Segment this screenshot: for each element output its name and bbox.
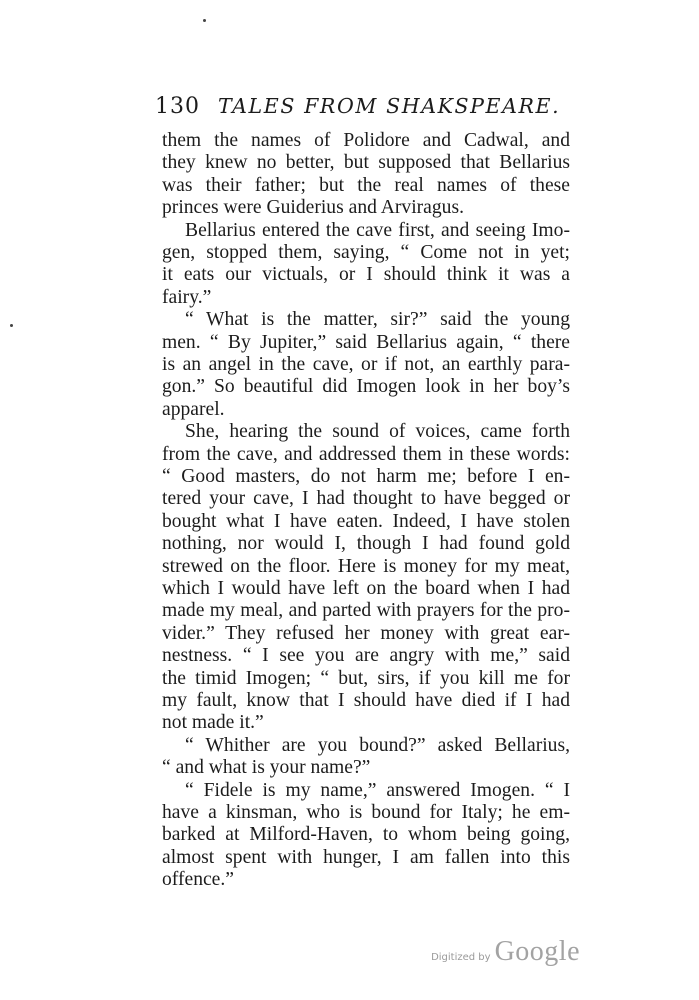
text-line: gon.” So beautiful did Imogen look in her boy’s xyxy=(162,376,570,398)
text-line: She, hearing the sound of voices, came forth xyxy=(185,421,570,443)
text-line: “ Fidele is my name,” answered Imogen. “ I xyxy=(185,779,570,801)
text-line: princes were Guiderius and Arviragus. xyxy=(162,197,464,219)
text-line: which I would have left on the board when I had xyxy=(162,578,570,599)
text-line: “ Whither are you bound?” asked Bellarius, xyxy=(185,734,570,756)
text-line: bought what I have eaten. Indeed, I have stolen xyxy=(162,510,570,532)
text-line: strewed on the floor. Here is money for my meat, xyxy=(162,555,570,577)
text-line: “ and what is your name?” xyxy=(162,757,371,779)
text-line: nothing, nor would I, though I had found gold xyxy=(162,533,570,555)
text-line: offence.” xyxy=(162,869,234,891)
text-line: have a kinsman, who is bound for Italy; he em- xyxy=(162,802,570,823)
text-line: the timid Imogen; “ but, sirs, if you kill me for xyxy=(162,667,570,689)
text-line: gen, stopped them, saying, “ Come not in yet; xyxy=(162,242,570,263)
text-line: almost spent with hunger, I am fallen into this xyxy=(162,846,570,868)
text-line: they knew no better, but supposed that Bellarius xyxy=(162,152,570,174)
page-number: 130 xyxy=(155,94,200,119)
text-line: it eats our victuals, or I should think it was a xyxy=(162,264,570,286)
digitized-by-label: Digitized by xyxy=(431,952,491,963)
google-wordmark: Google xyxy=(494,936,580,967)
text-line: is an angel in the cave, or if not, an earthly para- xyxy=(162,354,570,375)
scan-speck xyxy=(203,19,206,22)
text-line: from the cave, and addressed them in these words: xyxy=(162,443,570,465)
text-line: vider.” They refused her money with great ear- xyxy=(162,622,570,644)
running-title: TALES FROM SHAKSPEARE. xyxy=(218,94,561,118)
text-line: men. “ By Jupiter,” said Bellarius again, “ there xyxy=(162,331,570,353)
text-line: was their father; but the real names of these xyxy=(162,174,570,196)
text-line: fairy.” xyxy=(162,286,212,308)
scan-speck xyxy=(10,324,13,327)
text-line: “ Good masters, do not harm me; before I en- xyxy=(162,466,570,487)
text-line: not made it.” xyxy=(162,712,264,734)
text-line: made my meal, and parted with prayers for the pro- xyxy=(162,600,570,622)
digitization-watermark xyxy=(0,936,580,976)
text-line: apparel. xyxy=(162,398,225,420)
text-line: my fault, know that I should have died if I had xyxy=(162,690,570,711)
text-line: barked at Milford-Haven, to whom being going, xyxy=(162,824,570,846)
text-line: nestness. “ I see you are angry with me,” said xyxy=(162,645,570,667)
text-line: Bellarius entered the cave first, and seeing Imo- xyxy=(185,219,570,241)
text-line: tered your cave, I had thought to have begged or xyxy=(162,488,570,510)
page-header xyxy=(155,94,565,122)
text-line: them the names of Polidore and Cadwal, and xyxy=(162,130,570,151)
text-line: “ What is the matter, sir?” said the young xyxy=(185,309,570,331)
